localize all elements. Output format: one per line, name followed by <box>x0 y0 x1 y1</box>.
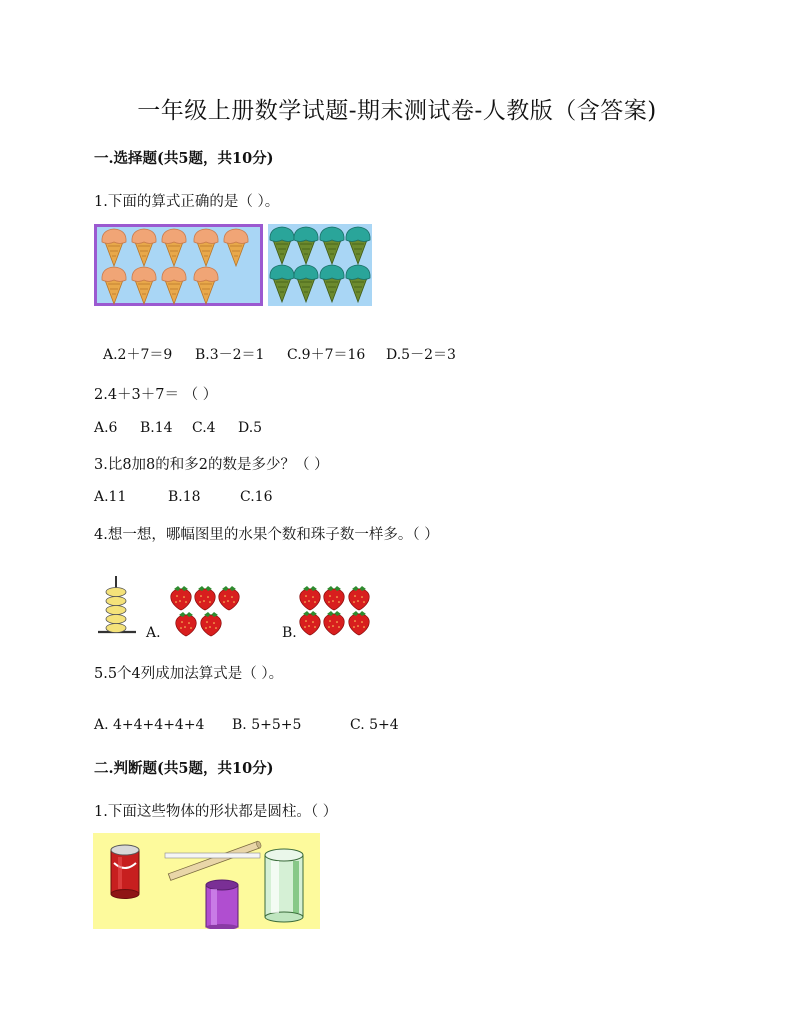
option-a: A.11 <box>94 489 127 505</box>
option-c: C.4 <box>192 420 216 436</box>
question-2-text: 2.4＋3＋7＝ （ ） <box>94 387 218 403</box>
section-heading-judgement: 二.判断题(共5题，共10分) <box>94 760 274 777</box>
option-c: C.16 <box>240 489 273 505</box>
cylinders-figure <box>93 833 320 929</box>
question-4-text: 4.想一想，哪幅图里的水果个数和珠子数一样多。（ ） <box>94 527 439 543</box>
question-1-text: 1.下面的算式正确的是（ ）。 <box>94 194 280 210</box>
option-d: D.5－2＝3 <box>386 347 456 363</box>
option-b-label: B. <box>282 625 297 641</box>
option-a-label: A. <box>146 625 161 641</box>
question-1-options <box>103 344 456 364</box>
question-3-options <box>94 489 272 505</box>
option-b: B.3－2＝1 <box>195 347 265 363</box>
ice-cream-figure <box>94 224 374 308</box>
judgement-question-1-text: 1.下面这些物体的形状都是圆柱。（ ） <box>94 804 338 820</box>
option-b: B.14 <box>140 420 173 436</box>
section-heading-choice: 一.选择题(共5题，共10分) <box>94 150 274 167</box>
option-a: A. 4+4+4+4+4 <box>94 717 205 733</box>
option-a: A.2＋7＝9 <box>103 347 173 363</box>
option-a: A.6 <box>94 420 118 436</box>
option-c: C.9＋7＝16 <box>287 347 366 363</box>
fruit-and-beads-figure <box>94 574 384 640</box>
page-title: 一年级上册数学试题-期末测试卷-人教版（含答案) <box>137 98 657 124</box>
question-5-text: 5.5个4列成加法算式是（ ）。 <box>94 666 284 682</box>
option-b: B.18 <box>168 489 201 505</box>
option-c: C. 5+4 <box>350 717 399 733</box>
question-5-options <box>94 717 399 733</box>
question-3-text: 3.比8加8的和多2的数是多少？（ ） <box>94 457 329 473</box>
option-b: B. 5+5+5 <box>232 717 302 733</box>
question-2-options <box>94 420 262 436</box>
option-d: D.5 <box>238 420 263 436</box>
